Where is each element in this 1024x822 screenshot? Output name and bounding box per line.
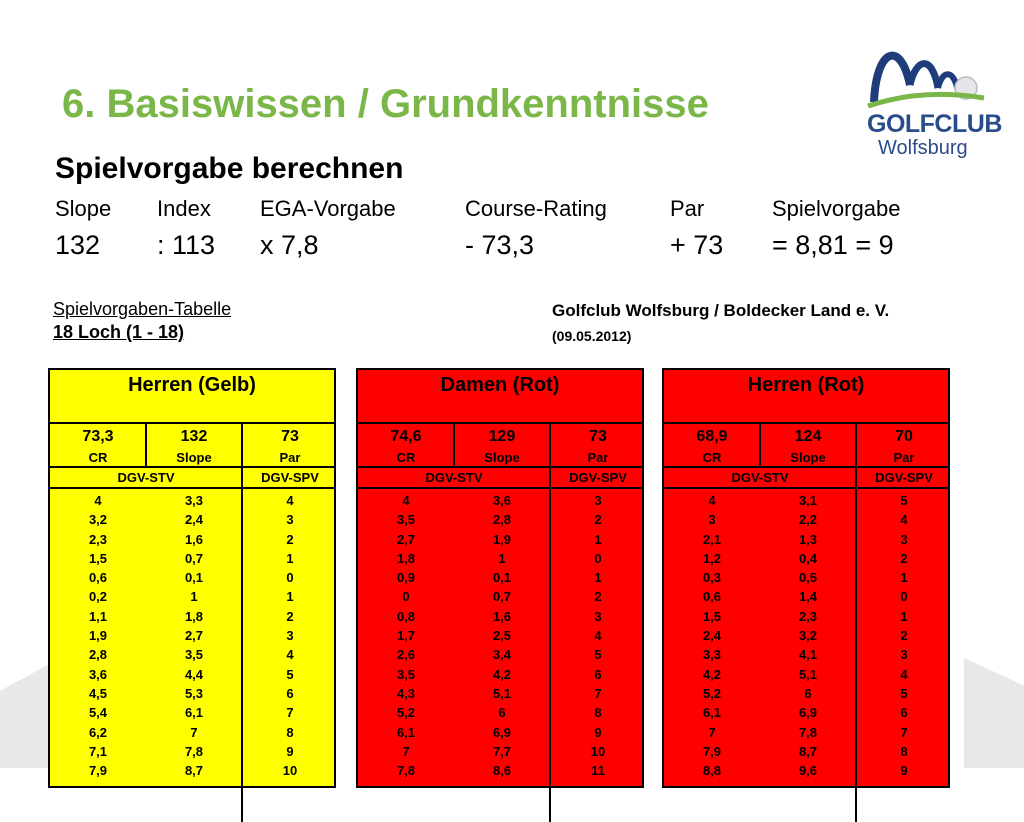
table-block <box>48 368 336 788</box>
table-row <box>664 607 948 626</box>
table-row <box>664 665 948 684</box>
calc-value-par: + 73 <box>670 230 724 260</box>
table-cell: 4,4 <box>184 666 204 682</box>
table-cell: 7 <box>708 724 716 740</box>
page-title: 6. Basiswissen / Grundkenntnisse <box>62 82 709 126</box>
header-value: 68,9 <box>696 428 728 445</box>
table-cell: 1 <box>594 570 602 586</box>
golf-hills-icon <box>862 40 992 115</box>
table-cell: 1,6 <box>184 531 204 547</box>
table-cell: 1,8 <box>184 608 204 624</box>
table-cell: 0,1 <box>184 570 204 586</box>
table-cell: 1 <box>900 608 908 624</box>
table-row <box>50 568 334 587</box>
table-cell: 6 <box>594 666 602 682</box>
table-cell: 6 <box>900 705 908 721</box>
table-cell: 3 <box>900 647 908 663</box>
table-row <box>50 684 334 703</box>
block-title: Herren (Rot) <box>747 374 865 396</box>
table-row <box>50 742 334 761</box>
table-row <box>664 742 948 761</box>
table-row <box>358 684 642 703</box>
table-cell: 3,5 <box>396 666 416 682</box>
table-cell: 3,6 <box>492 493 512 508</box>
table-cell: 0,5 <box>798 570 818 586</box>
table-cell: 6,9 <box>492 724 512 740</box>
table-cell: 10 <box>590 743 606 759</box>
table-cell: 8,7 <box>184 763 204 779</box>
table-cell: 4 <box>402 493 410 508</box>
calc-value-course-rating: - 73,3 <box>465 230 535 260</box>
logo-name: GOLFCLUB <box>867 110 1002 138</box>
table-cell: 3,2 <box>88 512 108 528</box>
header-value: 73 <box>589 428 607 445</box>
table-cell: 2,7 <box>396 531 416 547</box>
calc-value-slope: 132 <box>55 230 101 260</box>
table-rule <box>50 487 334 489</box>
table-rows <box>358 491 642 780</box>
table-cell: 2,7 <box>184 628 204 644</box>
table-cell: 7,9 <box>702 743 722 759</box>
table-cell: 1,4 <box>798 589 818 605</box>
table-cell: 3 <box>594 608 602 624</box>
table-cell: 2,8 <box>88 647 108 663</box>
table-cell: 2,1 <box>702 531 722 547</box>
header-label: Slope <box>484 450 520 465</box>
table-cell: 0 <box>594 550 602 566</box>
table-row <box>50 607 334 626</box>
calc-label-ega: EGA-Vorgabe <box>260 196 396 221</box>
table-cell: 4 <box>594 628 602 644</box>
table-cell: 0,7 <box>184 550 204 566</box>
header-label: Par <box>279 450 301 465</box>
table-cell: 2 <box>900 550 908 566</box>
table-cell: 4 <box>286 493 294 508</box>
table-subtitle: Spielvorgaben-Tabelle <box>53 299 232 319</box>
table-row <box>664 684 948 703</box>
table-cell: 5 <box>286 666 294 682</box>
table-rule <box>50 466 334 468</box>
table-cell: 2 <box>594 589 602 605</box>
table-cell: 0 <box>402 589 410 605</box>
table-cell: 4,2 <box>702 666 722 682</box>
table-cell: 2 <box>900 628 908 644</box>
table-cell: 0,2 <box>88 589 108 605</box>
header-value: 132 <box>180 428 208 445</box>
table-cell: 2,4 <box>184 512 204 528</box>
table-cell: 0,8 <box>396 608 416 624</box>
table-row <box>50 761 334 780</box>
table-row <box>50 723 334 742</box>
block-title: Herren (Gelb) <box>128 374 256 396</box>
table-cell: 4,3 <box>396 685 416 701</box>
table-holes-label: 18 Loch (1 - 18) <box>53 322 185 342</box>
golfclub-logo <box>862 40 1002 160</box>
table-cell: 3 <box>594 493 602 508</box>
table-cell: 3,5 <box>184 647 204 663</box>
calc-label-index: Index <box>157 196 211 221</box>
table-cell: 8,8 <box>702 763 722 779</box>
table-cell: 3,1 <box>798 493 818 508</box>
header-label: CR <box>88 450 108 465</box>
table-date: (09.05.2012) <box>552 328 632 344</box>
table-row <box>358 703 642 722</box>
table-cell: 6,2 <box>88 724 108 740</box>
table-cell: 5,1 <box>798 666 818 682</box>
group-label-spv: DGV-SPV <box>875 470 933 485</box>
table-cell: 7 <box>900 724 908 740</box>
table-cell: 2,8 <box>492 512 512 528</box>
header-value: 74,6 <box>390 428 422 445</box>
table-cell: 0 <box>900 589 908 605</box>
table-cell: 6,1 <box>702 705 722 721</box>
table-row <box>664 491 948 510</box>
background-shape-right <box>964 658 1024 768</box>
table-rule <box>664 466 948 468</box>
table-cell: 1,7 <box>396 628 416 644</box>
table-cell: 1,8 <box>396 550 416 566</box>
table-cell: 2,3 <box>88 531 108 547</box>
table-cell: 5,1 <box>492 685 512 701</box>
table-cell: 1 <box>498 550 506 566</box>
table-row <box>358 761 642 780</box>
table-row <box>50 549 334 568</box>
table-cell: 2,6 <box>396 647 416 663</box>
table-row <box>358 723 642 742</box>
calc-heading: Spielvorgabe berechnen <box>55 152 404 185</box>
header-label: CR <box>702 450 722 465</box>
table-cell: 3,5 <box>396 512 416 528</box>
table-cell: 0,6 <box>88 570 108 586</box>
table-rule <box>358 487 642 489</box>
calc-value-index: : 113 <box>157 230 216 260</box>
table-rule <box>664 487 948 489</box>
table-cell: 2 <box>286 531 294 547</box>
table-cell: 0,6 <box>702 589 722 605</box>
table-row <box>50 587 334 606</box>
table-cell: 10 <box>282 763 298 779</box>
table-cell: 4 <box>286 647 294 663</box>
group-label-stv: DGV-STV <box>425 470 483 485</box>
table-cell: 6 <box>498 705 506 721</box>
table-row <box>358 510 642 529</box>
table-cell: 2 <box>286 608 294 624</box>
table-row <box>358 549 642 568</box>
table-cell: 0,3 <box>702 570 722 586</box>
table-cell: 3,2 <box>798 628 818 644</box>
calc-label-par: Par <box>670 196 705 221</box>
group-label-spv: DGV-SPV <box>569 470 627 485</box>
table-row <box>664 568 948 587</box>
table-cell: 1 <box>594 531 602 547</box>
header-label: CR <box>396 450 416 465</box>
table-cell: 5 <box>900 685 908 701</box>
table-rows <box>664 491 948 780</box>
table-cell: 1 <box>900 570 908 586</box>
table-cell: 9 <box>286 743 294 759</box>
header-value: 124 <box>794 428 822 445</box>
calc-value-result: = 8,81 = 9 <box>772 230 894 260</box>
table-cell: 0 <box>286 570 294 586</box>
table-cell: 6,9 <box>798 705 818 721</box>
table-row <box>664 761 948 780</box>
table-cell: 4,5 <box>88 685 108 701</box>
header-label: Slope <box>790 450 826 465</box>
table-cell: 5,4 <box>88 705 108 721</box>
table-cell: 8 <box>900 743 908 759</box>
block-title: Damen (Rot) <box>440 374 560 396</box>
table-rule <box>358 466 642 468</box>
table-row <box>664 587 948 606</box>
table-cell: 8,7 <box>798 743 818 759</box>
table-cell: 7 <box>402 743 410 759</box>
table-cell: 9 <box>594 724 602 740</box>
table-row <box>50 703 334 722</box>
table-row <box>358 587 642 606</box>
group-label-spv: DGV-SPV <box>261 470 319 485</box>
table-cell: 3,4 <box>492 647 512 663</box>
table-row <box>358 626 642 645</box>
header-label: Par <box>587 450 609 465</box>
table-cell: 0,4 <box>798 550 818 566</box>
table-cell: 4 <box>94 493 102 508</box>
table-row <box>50 491 334 510</box>
table-cell: 8 <box>286 724 294 740</box>
table-cell: 3 <box>708 512 716 528</box>
table-cell: 2 <box>594 512 602 528</box>
table-cell: 7,8 <box>184 743 204 759</box>
table-row <box>664 549 948 568</box>
club-name: Golfclub Wolfsburg / Boldecker Land e. V. <box>552 301 890 320</box>
table-cell: 5 <box>900 493 908 508</box>
table-cell: 2,2 <box>798 512 818 528</box>
header-value: 73,3 <box>82 428 114 445</box>
table-cell: 1,6 <box>492 608 512 624</box>
calc-label-spielvorgabe: Spielvorgabe <box>772 196 901 221</box>
table-cell: 1,9 <box>88 628 108 644</box>
table-cell: 8,6 <box>492 763 512 779</box>
table-row <box>358 607 642 626</box>
table-cell: 1,5 <box>702 608 722 624</box>
table-cell: 2,5 <box>492 628 512 644</box>
table-cell: 5,2 <box>396 705 416 721</box>
table-cell: 1,1 <box>88 608 108 624</box>
table-cell: 3,3 <box>702 647 722 663</box>
table-cell: 3 <box>286 512 294 528</box>
table-cell: 6 <box>286 685 294 701</box>
table-row <box>664 626 948 645</box>
logo-subtitle: Wolfsburg <box>878 137 968 159</box>
table-cell: 0,7 <box>492 589 512 605</box>
table-rule <box>358 422 642 424</box>
header-value: 73 <box>281 428 299 445</box>
table-cell: 7,7 <box>492 743 512 759</box>
group-label-stv: DGV-STV <box>117 470 175 485</box>
table-cell: 3 <box>286 628 294 644</box>
table-cell: 7,8 <box>798 724 818 740</box>
table-cell: 0,9 <box>396 570 416 586</box>
table-row <box>358 742 642 761</box>
table-cell: 9 <box>900 763 908 779</box>
header-value: 129 <box>488 428 516 445</box>
table-cell: 3 <box>900 531 908 547</box>
table-cell: 7 <box>286 705 294 721</box>
table-cell: 5,3 <box>184 685 204 701</box>
table-rule <box>664 422 948 424</box>
table-cell: 6,1 <box>396 724 416 740</box>
table-cell: 1 <box>286 589 294 605</box>
table-row <box>358 645 642 664</box>
table-block <box>662 368 950 788</box>
table-row <box>358 530 642 549</box>
table-cell: 6,1 <box>184 705 204 721</box>
table-cell: 7,1 <box>88 743 108 759</box>
table-row <box>50 510 334 529</box>
table-row <box>50 530 334 549</box>
table-cell: 7,9 <box>88 763 108 779</box>
table-rows <box>50 491 334 780</box>
table-cell: 3,3 <box>184 493 204 508</box>
calc-value-ega: x 7,8 <box>260 230 319 260</box>
table-cell: 4 <box>708 493 716 508</box>
table-row <box>50 626 334 645</box>
table-cell: 4,1 <box>798 647 818 663</box>
table-cell: 1,2 <box>702 550 722 566</box>
table-row <box>358 568 642 587</box>
table-block <box>356 368 644 788</box>
table-cell: 5 <box>594 647 602 663</box>
table-cell: 3,6 <box>88 666 108 682</box>
table-cell: 2,4 <box>702 628 722 644</box>
calc-label-slope: Slope <box>55 196 112 221</box>
table-cell: 1,3 <box>798 531 818 547</box>
table-row <box>664 723 948 742</box>
table-row <box>664 703 948 722</box>
header-label: Slope <box>176 450 212 465</box>
table-cell: 1,9 <box>492 531 512 547</box>
table-cell: 9,6 <box>798 763 818 779</box>
table-cell: 1 <box>190 589 198 605</box>
table-row <box>358 665 642 684</box>
table-cell: 4 <box>900 666 908 682</box>
table-cell: 4,2 <box>492 666 512 682</box>
table-cell: 11 <box>591 763 605 779</box>
table-cell: 1,5 <box>88 550 108 566</box>
table-cell: 7,8 <box>396 763 416 779</box>
calc-label-course-rating: Course-Rating <box>465 196 607 221</box>
table-row <box>664 645 948 664</box>
table-cell: 7 <box>190 724 198 740</box>
table-cell: 7 <box>594 685 602 701</box>
table-cell: 4 <box>900 512 908 528</box>
table-row <box>50 645 334 664</box>
table-cell: 0,1 <box>492 570 512 586</box>
table-cell: 6 <box>804 685 812 701</box>
table-cell: 8 <box>594 705 602 721</box>
table-cell: 1 <box>286 550 294 566</box>
table-rule <box>50 422 334 424</box>
group-label-stv: DGV-STV <box>731 470 789 485</box>
table-row <box>358 491 642 510</box>
table-row <box>50 665 334 684</box>
table-cell: 2,3 <box>798 608 818 624</box>
header-value: 70 <box>895 428 913 445</box>
table-row <box>664 510 948 529</box>
table-row <box>664 530 948 549</box>
header-label: Par <box>893 450 915 465</box>
table-cell: 5,2 <box>702 685 722 701</box>
